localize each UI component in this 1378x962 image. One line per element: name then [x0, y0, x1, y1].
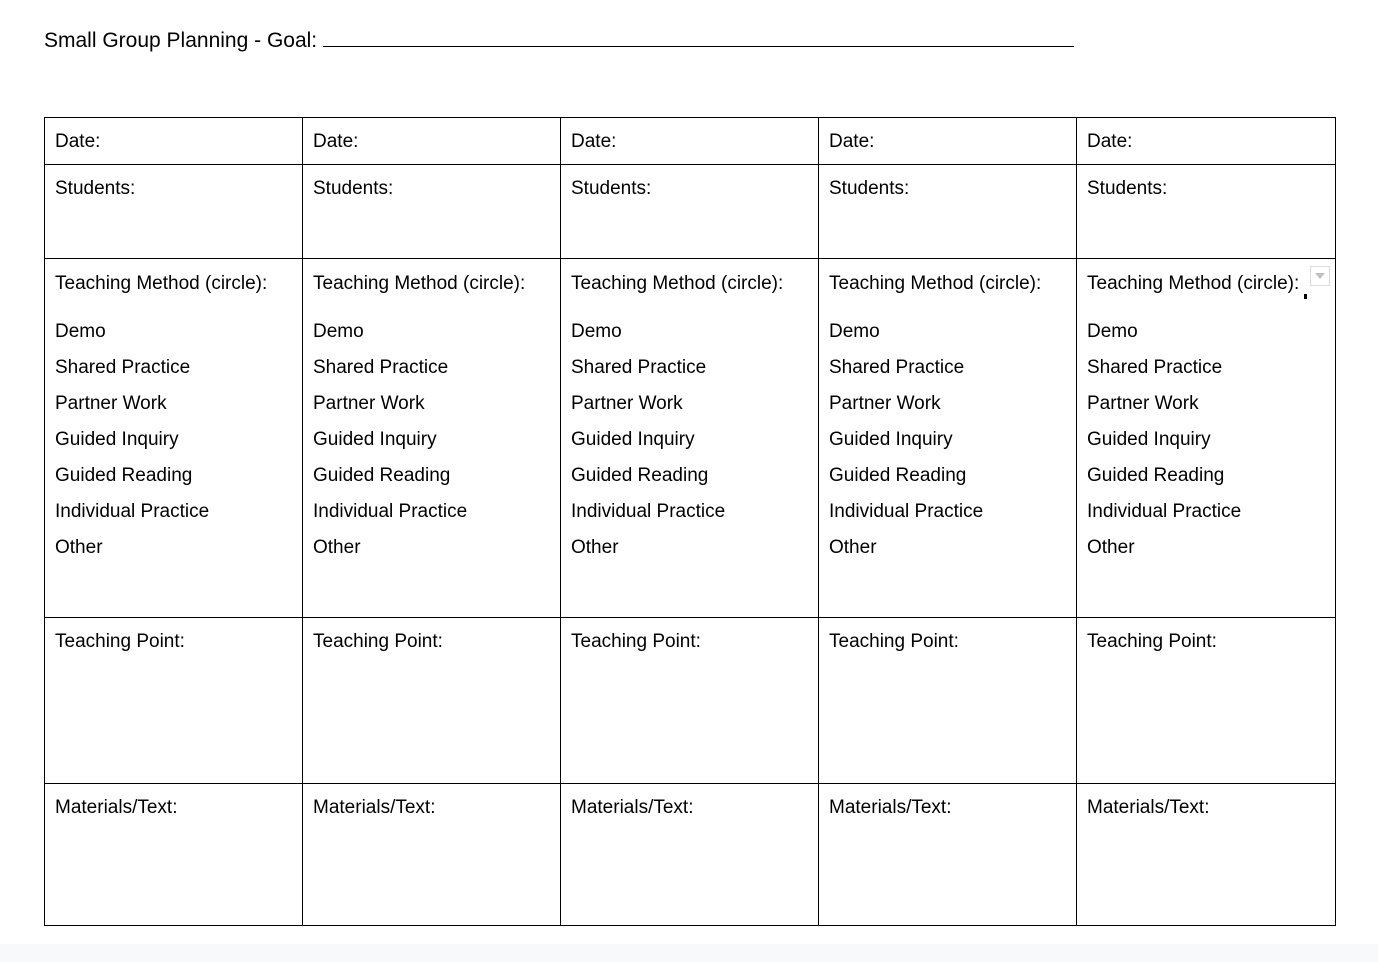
date-cell[interactable] — [819, 118, 1077, 165]
materials-cell[interactable] — [561, 784, 819, 926]
method-option-guided-reading[interactable]: Guided Reading — [829, 465, 967, 486]
date-cell[interactable] — [45, 118, 303, 165]
method-option-guided-reading[interactable]: Guided Reading — [313, 465, 451, 486]
teaching-point-label: Teaching Point: — [1087, 631, 1217, 652]
method-option-partner-work[interactable]: Partner Work — [313, 393, 425, 414]
goal-blank-line[interactable] — [323, 26, 1074, 47]
teaching-method-cell[interactable] — [1077, 259, 1336, 618]
method-option-other[interactable]: Other — [1087, 537, 1135, 558]
students-label: Students: — [313, 178, 394, 199]
method-option-guided-inquiry[interactable]: Guided Inquiry — [55, 429, 179, 450]
teaching-point-label: Teaching Point: — [829, 631, 959, 652]
method-option-partner-work[interactable]: Partner Work — [829, 393, 941, 414]
materials-label: Materials/Text: — [1087, 797, 1210, 818]
method-option-guided-reading[interactable]: Guided Reading — [571, 465, 709, 486]
teaching-method-cell[interactable] — [303, 259, 561, 618]
method-option-shared-practice[interactable]: Shared Practice — [1087, 357, 1223, 378]
materials-row — [45, 784, 1336, 926]
text-cursor — [1304, 294, 1307, 299]
teaching-method-heading: Teaching Method (circle): — [1087, 273, 1300, 294]
method-option-individual-practice[interactable]: Individual Practice — [829, 501, 984, 522]
teaching-point-cell[interactable] — [561, 618, 819, 784]
teaching-point-label: Teaching Point: — [313, 631, 443, 652]
date-label: Date: — [1087, 131, 1133, 152]
date-label: Date: — [571, 131, 617, 152]
students-cell[interactable] — [45, 165, 303, 259]
page-title[interactable] — [44, 26, 1074, 55]
students-label: Students: — [571, 178, 652, 199]
teaching-point-cell[interactable] — [45, 618, 303, 784]
teaching-method-row — [45, 259, 1336, 618]
materials-label: Materials/Text: — [313, 797, 436, 818]
date-cell[interactable] — [303, 118, 561, 165]
method-option-shared-practice[interactable]: Shared Practice — [313, 357, 449, 378]
materials-label: Materials/Text: — [829, 797, 952, 818]
method-option-individual-practice[interactable]: Individual Practice — [1087, 501, 1242, 522]
date-cell[interactable] — [1077, 118, 1336, 165]
method-option-other[interactable]: Other — [55, 537, 103, 558]
method-option-individual-practice[interactable]: Individual Practice — [571, 501, 726, 522]
materials-label: Materials/Text: — [55, 797, 178, 818]
materials-cell[interactable] — [819, 784, 1077, 926]
method-option-guided-reading[interactable]: Guided Reading — [55, 465, 193, 486]
cell-dropdown-button[interactable] — [1310, 266, 1330, 286]
method-option-individual-practice[interactable]: Individual Practice — [313, 501, 468, 522]
teaching-method-options — [55, 321, 294, 573]
method-option-shared-practice[interactable]: Shared Practice — [829, 357, 965, 378]
teaching-method-heading: Teaching Method (circle): — [313, 273, 526, 294]
date-label: Date: — [313, 131, 359, 152]
method-option-other[interactable]: Other — [571, 537, 619, 558]
page-bottom-edge — [0, 944, 1378, 962]
teaching-method-heading: Teaching Method (circle): — [829, 273, 1042, 294]
method-option-demo[interactable]: Demo — [1087, 321, 1138, 342]
students-label: Students: — [55, 178, 136, 199]
date-label: Date: — [829, 131, 875, 152]
teaching-method-heading: Teaching Method (circle): — [571, 273, 784, 294]
students-label: Students: — [829, 178, 910, 199]
method-option-guided-inquiry[interactable]: Guided Inquiry — [1087, 429, 1211, 450]
teaching-method-options — [313, 321, 552, 573]
method-option-guided-inquiry[interactable]: Guided Inquiry — [829, 429, 953, 450]
method-option-individual-practice[interactable]: Individual Practice — [55, 501, 210, 522]
students-cell[interactable] — [1077, 165, 1336, 259]
method-option-guided-inquiry[interactable]: Guided Inquiry — [313, 429, 437, 450]
teaching-method-options — [571, 321, 810, 573]
date-cell[interactable] — [561, 118, 819, 165]
method-option-demo[interactable]: Demo — [571, 321, 622, 342]
students-label: Students: — [1087, 178, 1168, 199]
planning-table — [44, 117, 1336, 926]
method-option-shared-practice[interactable]: Shared Practice — [571, 357, 707, 378]
method-option-partner-work[interactable]: Partner Work — [1087, 393, 1199, 414]
method-option-demo[interactable]: Demo — [313, 321, 364, 342]
materials-cell[interactable] — [303, 784, 561, 926]
teaching-method-heading: Teaching Method (circle): — [55, 273, 268, 294]
teaching-point-cell[interactable] — [819, 618, 1077, 784]
method-option-guided-reading[interactable]: Guided Reading — [1087, 465, 1225, 486]
method-option-demo[interactable]: Demo — [55, 321, 106, 342]
teaching-point-row — [45, 618, 1336, 784]
teaching-point-label: Teaching Point: — [55, 631, 185, 652]
method-option-demo[interactable]: Demo — [829, 321, 880, 342]
students-row — [45, 165, 1336, 259]
date-label: Date: — [55, 131, 101, 152]
method-option-partner-work[interactable]: Partner Work — [571, 393, 683, 414]
students-cell[interactable] — [819, 165, 1077, 259]
method-option-partner-work[interactable]: Partner Work — [55, 393, 167, 414]
title-text: Small Group Planning - Goal: — [44, 29, 318, 52]
method-option-other[interactable]: Other — [313, 537, 361, 558]
method-option-shared-practice[interactable]: Shared Practice — [55, 357, 191, 378]
teaching-method-options — [1087, 321, 1327, 573]
teaching-point-cell[interactable] — [1077, 618, 1336, 784]
teaching-point-cell[interactable] — [303, 618, 561, 784]
method-option-other[interactable]: Other — [829, 537, 877, 558]
materials-cell[interactable] — [45, 784, 303, 926]
materials-cell[interactable] — [1077, 784, 1336, 926]
teaching-method-cell[interactable] — [561, 259, 819, 618]
teaching-method-cell[interactable] — [819, 259, 1077, 618]
students-cell[interactable] — [303, 165, 561, 259]
teaching-method-options — [829, 321, 1068, 573]
students-cell[interactable] — [561, 165, 819, 259]
materials-label: Materials/Text: — [571, 797, 694, 818]
method-option-guided-inquiry[interactable]: Guided Inquiry — [571, 429, 695, 450]
chevron-down-icon — [1315, 273, 1325, 279]
date-row — [45, 118, 1336, 165]
teaching-method-cell[interactable] — [45, 259, 303, 618]
teaching-point-label: Teaching Point: — [571, 631, 701, 652]
